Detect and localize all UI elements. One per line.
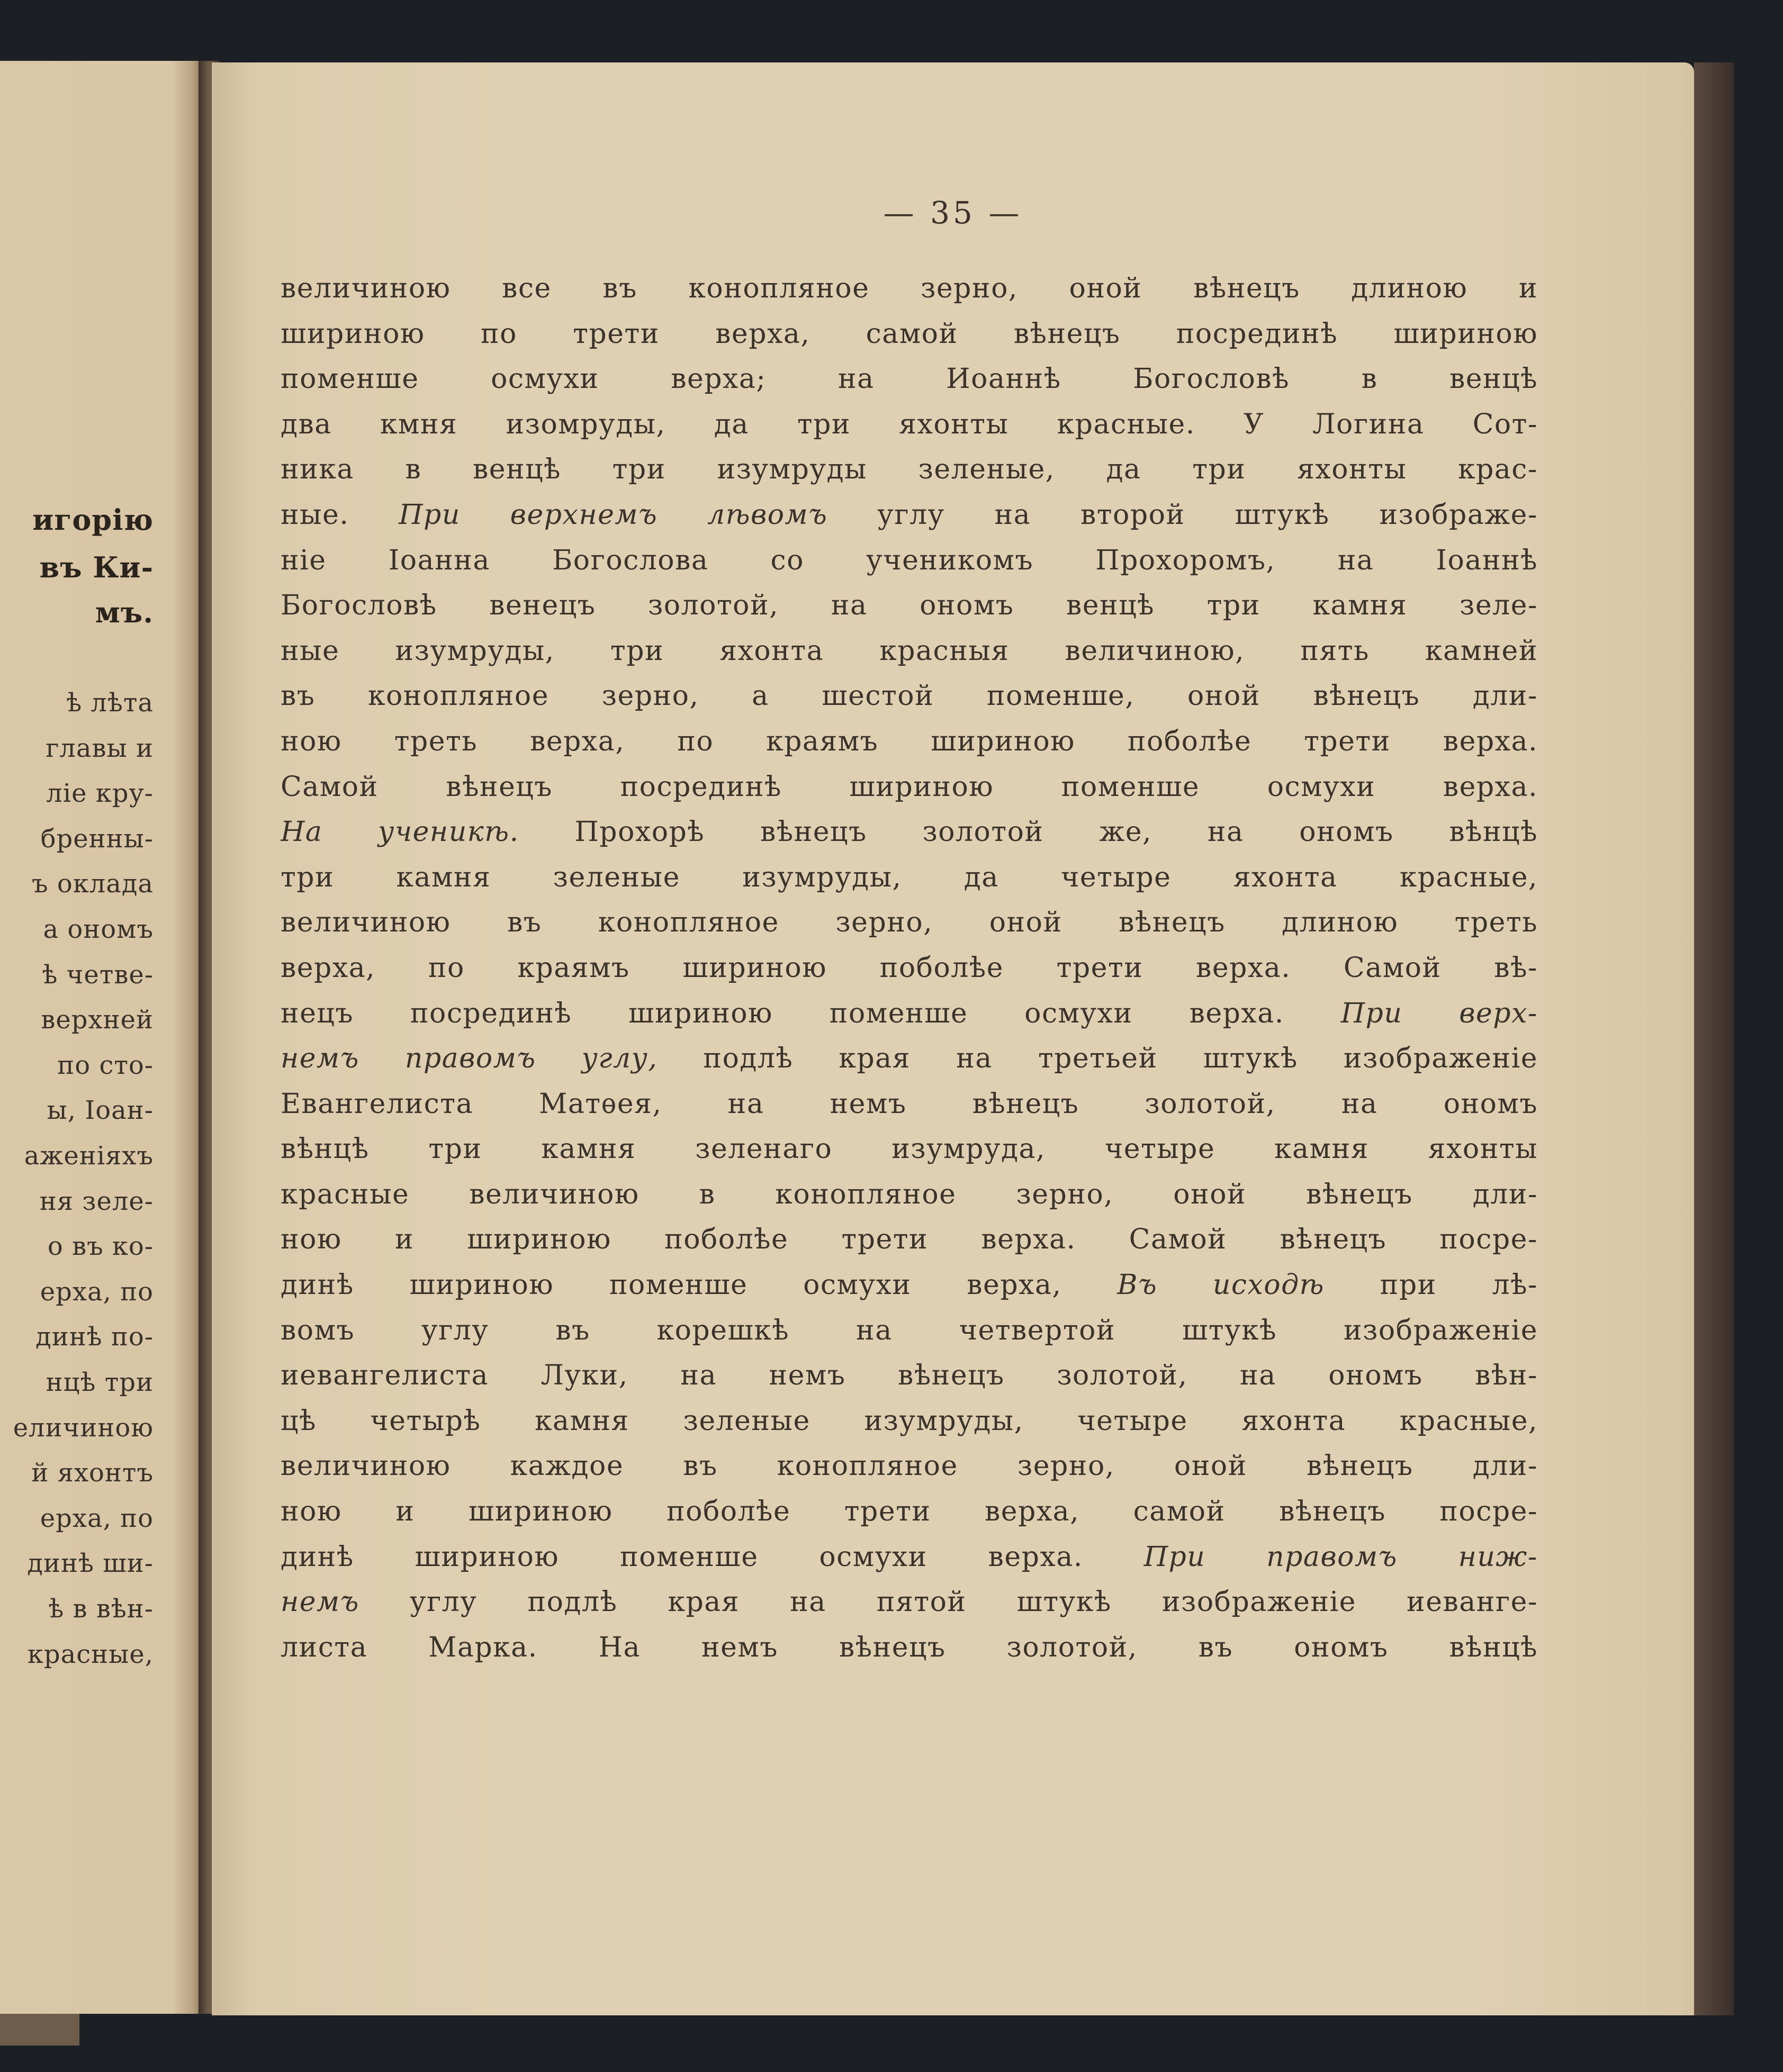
text-line [281,312,1538,357]
text-segment: листа Марка. На немъ вѣнецъ золотой, въ ономъ вѣнцѣ [281,1631,1538,1663]
left-page-line-fragment: бренны- [40,824,154,854]
text-line [281,946,1538,991]
left-page-line-fragment: ерха, по [40,1277,154,1307]
text-line [281,810,1538,855]
text-line [281,1580,1538,1625]
page-number: — 35 — [883,195,1023,231]
page-edge-strip [0,2014,79,2046]
text-segment: Евангелиста Матѳея, на немъ вѣнецъ золотой, на ономъ [281,1088,1538,1120]
text-line [281,1353,1538,1399]
text-segment: ною треть верха, по краямъ шириною поболѣе трети верха. [281,725,1538,757]
text-segment: величиною каждое въ конопляное зерно, оной вѣнецъ дли- [281,1450,1538,1482]
book-cover-edge [1694,62,1734,2015]
text-segment: динѣ шириною поменше осмухи верха, [281,1269,1118,1301]
text-segment: ною и шириною поболѣе трети верха, самой вѣнецъ посре- [281,1496,1538,1528]
right-page [212,62,1694,2015]
left-page-line-fragment: аженіяхъ [24,1141,154,1171]
left-page-line-fragment: ѣ лѣта [66,688,154,718]
left-page-line-fragment: о въ ко- [47,1232,154,1262]
left-page-line-fragment: динѣ по- [35,1322,154,1352]
left-page-line-fragment: красные, [27,1639,154,1669]
text-line [281,1625,1538,1671]
text-segment: Прохорѣ вѣнецъ золотой же, на ономъ вѣнцѣ [519,816,1538,848]
text-segment: поменше осмухи верха; на Иоаннѣ Богословѣ в венцѣ [281,363,1538,395]
text-segment: углу на второй штукѣ изображе- [827,499,1538,531]
text-line [281,266,1538,312]
italic-text-segment: немъ правомъ углу, [281,1043,658,1075]
text-line [281,493,1538,538]
text-segment: ною и шириною поболѣе трети верха. Самой вѣнецъ посре- [281,1224,1538,1256]
left-page-line-fragment: динѣ ши- [27,1549,154,1579]
text-line [281,1082,1538,1127]
text-segment: ника в венцѣ три изумруды зеленые, да три яхонты крас- [281,454,1538,486]
text-line [281,765,1538,810]
italic-text-segment: немъ [281,1586,359,1618]
left-page-line-fragment: ѣ четве- [42,960,154,990]
left-page-line-fragment: ня зеле- [39,1186,154,1216]
text-segment: цѣ четырѣ камня зеленые изумруды, четыре яхонта красные, [281,1405,1538,1437]
left-page-line-fragment: ѣ в вѣн- [48,1594,154,1624]
left-page-line-fragment: ерха, по [40,1503,154,1533]
left-page-line-fragment: главы и [46,733,154,763]
text-segment: Самой вѣнецъ посрединѣ шириною поменше осмухи верха. [281,771,1538,803]
text-line [281,674,1538,719]
text-line [281,1489,1538,1535]
text-segment: вомъ углу въ корешкѣ на четвертой штукѣ изображеніе [281,1314,1538,1346]
text-line [281,1172,1538,1218]
text-segment: вѣнцѣ три камня зеленаго изумруда, четыре камня яхонты [281,1133,1538,1165]
text-segment: ніе Іоанна Богослова со ученикомъ Прохоромъ, на Іоаннѣ [281,544,1538,576]
text-line [281,900,1538,946]
left-page-line-fragment: верхней [41,1005,154,1035]
text-segment: ные. [281,499,399,531]
text-segment: два кмня изомруды, да три яхонты красные. У Логина Сот- [281,408,1538,440]
text-line [281,991,1538,1037]
text-line [281,1217,1538,1263]
text-line [281,402,1538,448]
text-line [281,1308,1538,1354]
left-page-line-fragment: а ономъ [43,915,154,944]
text-line [281,1263,1538,1308]
text-line [281,357,1538,402]
italic-text-segment: При верхнемъ лѣвомъ [399,499,828,531]
text-line [281,629,1538,674]
left-page-heading-fragment: игорію [32,503,154,537]
left-page-line-fragment: ъ оклада [32,869,154,899]
left-page-line-fragment: й яхонтъ [31,1458,154,1488]
left-page-line-fragment: ы, Іоан- [47,1096,154,1126]
text-line [281,855,1538,901]
italic-text-segment: При правомъ ниж- [1143,1541,1538,1573]
page-body-text [281,266,1538,1670]
left-page-line-fragment: нцѣ три [46,1368,154,1397]
text-segment: Богословѣ венецъ золотой, на ономъ венцѣ три камня зеле- [281,590,1538,622]
italic-text-segment: Въ исходѣ [1117,1269,1325,1301]
left-page-line-fragment: еличиною [13,1413,154,1443]
left-page-line-fragment: по сто- [57,1050,154,1080]
text-line [281,583,1538,629]
text-line [281,1535,1538,1580]
text-line [281,1399,1538,1444]
text-segment: иевангелиста Луки, на немъ вѣнецъ золотой, на ономъ вѣн- [281,1360,1538,1392]
text-line [281,1127,1538,1172]
italic-text-segment: На ученикѣ. [281,816,519,848]
text-segment: верха, по краямъ шириною поболѣе трети верха. Самой вѣ- [281,952,1538,984]
text-segment: ные изумруды, три яхонта красныя величиною, пять камней [281,635,1538,667]
text-line [281,447,1538,493]
text-line [281,538,1538,584]
text-segment: въ конопляное зерно, а шестой поменше, оной вѣнецъ дли- [281,680,1538,712]
left-page [0,61,209,2014]
text-segment: подлѣ края на третьей штукѣ изображеніе [658,1043,1538,1075]
text-segment: величиною въ конопляное зерно, оной вѣнецъ длиною треть [281,907,1538,939]
text-line [281,1036,1538,1082]
text-segment: динѣ шириною поменше осмухи верха. [281,1541,1144,1573]
text-segment: красные величиною в конопляное зерно, оной вѣнецъ дли- [281,1178,1538,1210]
text-segment: шириною по трети верха, самой вѣнецъ посрединѣ шириною [281,318,1538,350]
text-segment: величиною все въ конопляное зерно, оной вѣнецъ длиною и [281,273,1538,304]
left-page-heading-fragment: мъ. [95,595,154,629]
text-segment: нецъ посрединѣ шириною поменше осмухи верха. [281,997,1341,1029]
text-segment: углу подлѣ края на пятой штукѣ изображеніе иеванге- [359,1586,1538,1618]
left-page-line-fragment: ліе кру- [46,779,154,809]
text-line [281,1444,1538,1489]
text-segment: при лѣ- [1324,1269,1538,1301]
text-segment: три камня зеленые изумруды, да четыре яхонта красные, [281,861,1538,893]
text-line [281,719,1538,765]
left-page-heading-fragment: въ Ки- [39,550,154,584]
italic-text-segment: При верх- [1340,997,1538,1029]
